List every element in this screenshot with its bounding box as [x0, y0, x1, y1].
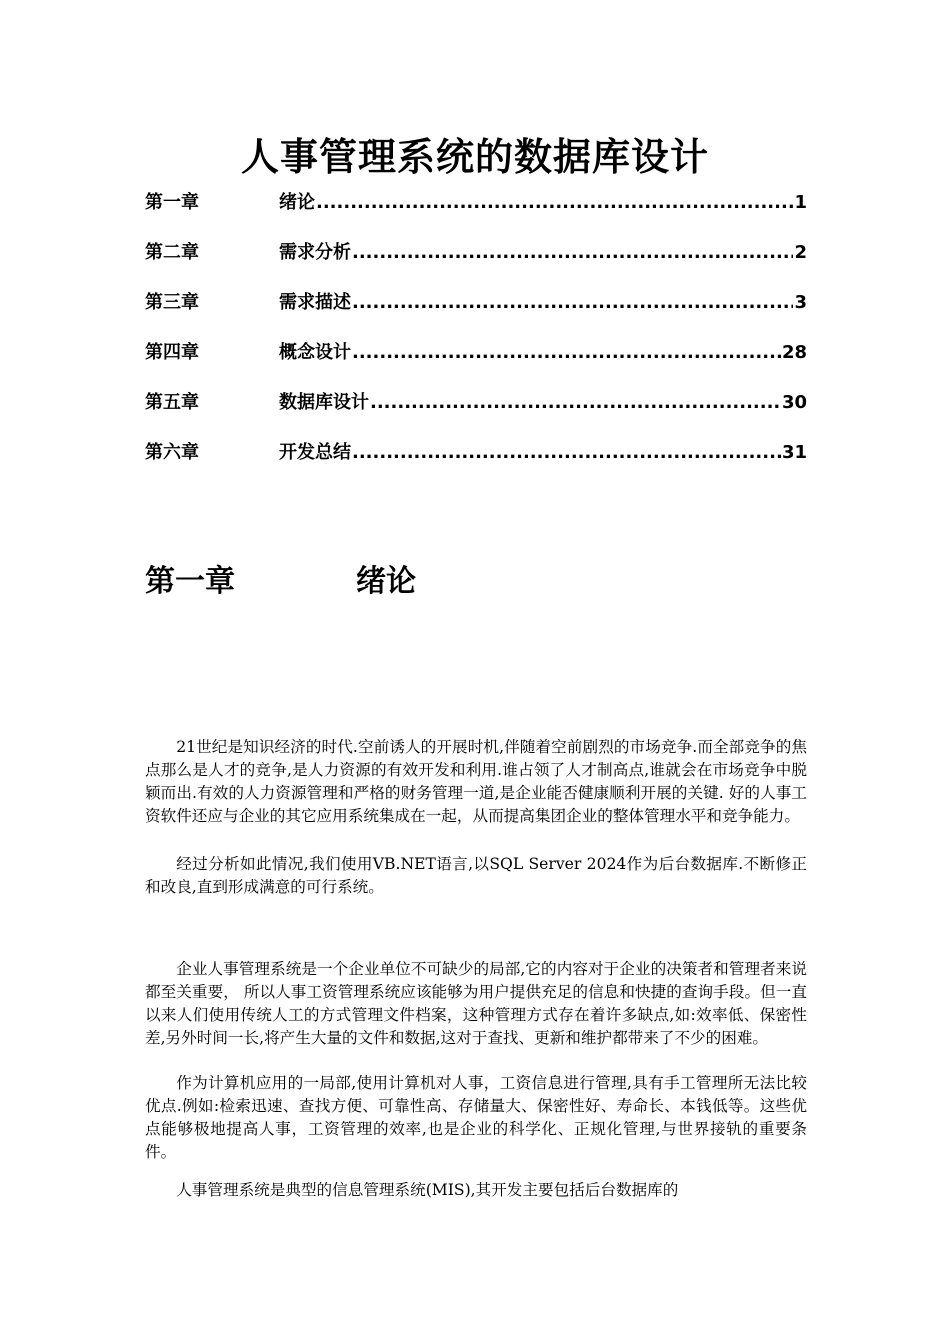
toc-leader-dots	[316, 192, 793, 213]
toc-entry[interactable]	[145, 388, 807, 438]
chapter-number: 第一章	[145, 564, 235, 599]
toc-page-number: 30	[781, 392, 807, 413]
toc-chapter-number: 第五章	[145, 392, 199, 413]
toc-entry[interactable]	[145, 438, 807, 488]
toc-chapter-title: 需求描述	[279, 292, 351, 313]
body-paragraph: 人事管理系统是典型的信息管理系统(MIS),其开发主要包括后台数据库的	[176, 1181, 679, 1199]
table-of-contents	[145, 188, 807, 488]
toc-chapter-title: 需求分析	[279, 242, 351, 263]
body-paragraph: 21世纪是知识经济的时代.空前诱人的开展时机,伴随着空前剧烈的市场竞争.而全部竞争的焦点那么是人才的竞争,是人力资源的有效开发和利用.谁占领了人才制高点,谁就会在市场竞争中脱颖而出.有效的人力资源管理和严格的财务管理一道,是企业能否健康顺利开展的关键. 好的人事工资软件还应与企业的其它应用系统集成在一起，从而提高集团企业的整体管理水平和竞争能力。	[145, 738, 807, 825]
toc-entry[interactable]	[145, 188, 807, 238]
body-paragraph: 企业人事管理系统是一个企业单位不可缺少的局部,它的内容对于企业的决策者和管理者来说都至关重要， 所以人事工资管理系统应该能够为用户提供充足的信息和快捷的查询手段。但一直以来人们使用传统人工的方式管理文件档案，这种管理方式存在着许多缺点,如:效率低、保密性差,另外时间一长,将产生大量的文件和数据,这对于查找、更新和维护都带来了不少的困难。	[145, 960, 807, 1047]
toc-chapter-number: 第二章	[145, 242, 199, 263]
body-paragraph: 作为计算机应用的一局部,使用计算机对人事，工资信息进行管理,具有手工管理所无法比较优点.例如:检索迅速、查找方便、可靠性高、存储量大、保密性好、寿命长、本钱低等。这些优点能够极地提高人事，工资管理的效率,也是企业的科学化、正规化管理,与世界接轨的重要条件。	[145, 1074, 807, 1161]
toc-entry[interactable]	[145, 238, 807, 288]
toc-chapter-title: 概念设计	[279, 342, 351, 363]
chapter-title: 绪论	[356, 564, 416, 599]
body-paragraph: 经过分析如此情况,我们使用VB.NET语言,以SQL Server 2024作为后台数据库.不断修正和改良,直到形成满意的可行系统。	[145, 855, 807, 896]
toc-page-number: 3	[794, 292, 807, 313]
toc-chapter-number: 第一章	[145, 192, 199, 213]
toc-page-number: 2	[794, 242, 807, 263]
toc-chapter-number: 第四章	[145, 342, 199, 363]
toc-page-number: 1	[794, 192, 807, 213]
toc-entry[interactable]	[145, 338, 807, 388]
toc-chapter-title: 数据库设计	[279, 392, 369, 413]
toc-chapter-title: 绪论	[279, 192, 315, 213]
toc-chapter-title: 开发总结	[279, 442, 351, 463]
toc-page-number: 31	[781, 442, 807, 463]
toc-leader-dots	[352, 442, 781, 463]
toc-chapter-number: 第三章	[145, 292, 199, 313]
toc-leader-dots	[370, 392, 781, 413]
document-title: 人事管理系统的数据库设计	[240, 135, 709, 179]
toc-page-number: 28	[781, 342, 807, 363]
toc-leader-dots	[352, 242, 793, 263]
chapter-heading	[145, 556, 416, 600]
toc-entry[interactable]	[145, 288, 807, 338]
toc-chapter-number: 第六章	[145, 442, 199, 463]
toc-leader-dots	[352, 342, 781, 363]
toc-leader-dots	[352, 292, 793, 313]
